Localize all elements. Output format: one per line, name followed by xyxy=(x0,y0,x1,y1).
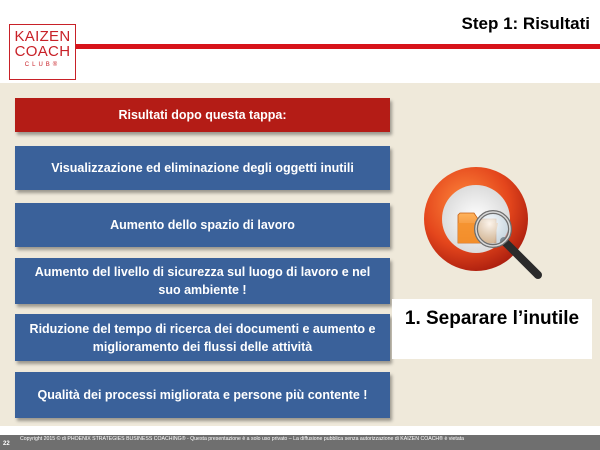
kaizen-coach-logo xyxy=(9,24,76,80)
result-item-1: Visualizzazione ed eliminazione degli oggetti inutili xyxy=(15,146,390,190)
logo-line-3: CLUB® xyxy=(24,62,61,68)
step-label: 1. Separare l’inutile xyxy=(404,308,580,329)
copyright-text: Copyright 2015 © di PHOENIX STRATEGIES BUSINESS COACHING® - Questa presentazione è a solo uso privato – La diffusione pubblica senza autorizzazione di KAIZEN COACH® è vietata xyxy=(20,436,465,442)
page-number: 22 xyxy=(3,441,10,447)
folder-magnifier-icon xyxy=(418,163,548,293)
logo-line-1: KAIZEN xyxy=(14,28,71,45)
slide-title: Step 1: Risultati xyxy=(461,14,590,33)
footer-bar xyxy=(0,435,600,450)
result-item-3: Aumento del livello di sicurezza sul luogo di lavoro e nel suo ambiente ! xyxy=(15,258,390,304)
logo-line-2: COACH xyxy=(14,43,71,60)
result-item-5: Qualità dei processi migliorata e persone più contente ! xyxy=(15,372,390,418)
result-item-4: Riduzione del tempo di ricerca dei documenti e aumento e miglioramento dei flussi delle attività xyxy=(15,314,390,361)
result-item-2: Aumento dello spazio di lavoro xyxy=(15,203,390,247)
results-heading: Risultati dopo questa tappa: xyxy=(15,98,390,132)
header-divider xyxy=(76,44,600,49)
step-label-box xyxy=(392,299,592,359)
